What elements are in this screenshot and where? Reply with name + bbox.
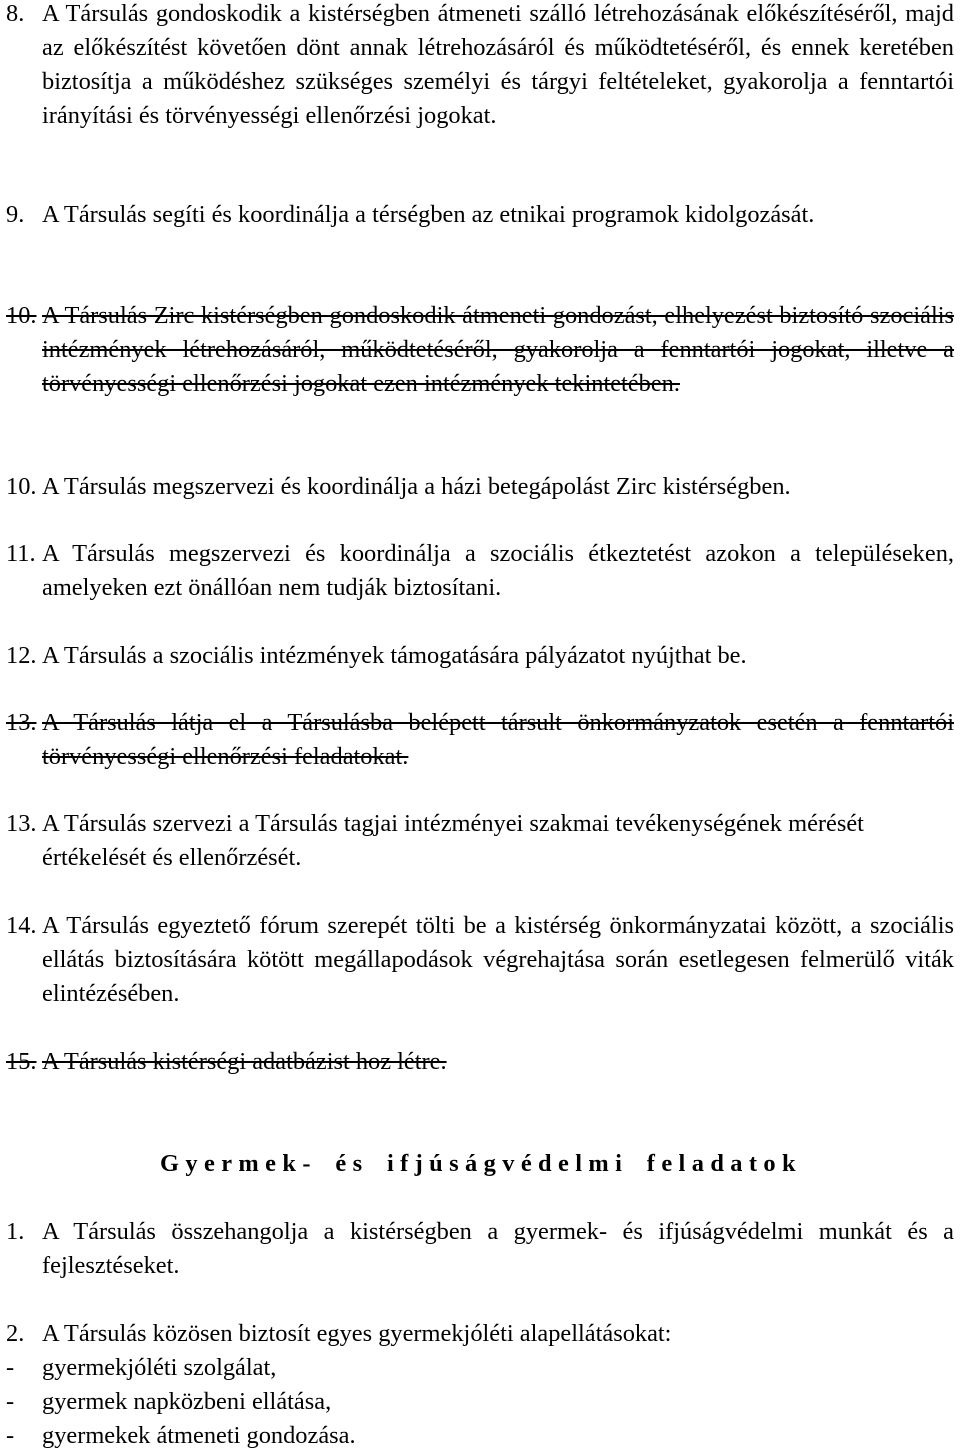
paragraph-15-deleted [0,1045,447,1079]
bullet-text: gyermek napközbeni ellátása, [42,1388,332,1415]
bullet-dash: - [6,1388,15,1415]
bullet-text: gyermekek átmeneti gondozása. [42,1422,356,1449]
section-heading: Gyermek- és ifjúságvédelmi feladatok [160,1150,802,1177]
paragraph-14 [0,909,960,1011]
paragraph-10-deleted [0,299,960,401]
paragraph-number: 11. [6,540,36,567]
paragraph-number: 1. [6,1218,25,1245]
paragraph-text: A Társulás látja el a Társulásba belépett társult önkormányzatok esetén a fenntartói törvényességi ellenőrzési feladatokat. [42,709,954,770]
paragraph-text: A Társulás segíti és koordinálja a térségben az etnikai programok kidolgozását. [42,201,815,228]
paragraph-text: A Társulás összehangolja a kistérségben a gyermek- és ifjúságvédelmi munkát és a fejlesztéseket. [42,1218,954,1279]
paragraph-text: A Társulás a szociális intézmények támogatására pályázatot nyújthat be. [42,642,747,669]
paragraph-text: A Társulás közösen biztosít egyes gyermekjóléti alapellátásokat: [42,1320,672,1347]
paragraph-text: A Társulás megszervezi és koordinálja a szociális étkeztetést azokon a településeken, amelyeken ezt önállóan nem tudják biztosítani. [42,540,954,601]
paragraph-13 [0,807,960,875]
paragraph-text: A Társulás szervezi a Társulás tagjai intézményei szakmai tevékenységének mérését értékelését és ellenőrzését. [42,810,864,871]
paragraph-number: 14. [6,912,37,939]
paragraph-number: 10. [6,302,37,329]
paragraph-number: 15. [6,1048,37,1075]
paragraph-number: 8. [6,0,25,27]
section-paragraph-1 [0,1215,960,1283]
bullet-dash: - [6,1422,15,1449]
paragraph-text: A Társulás egyeztető fórum szerepét tölti be a kistérség önkormányzatai között, a szociális ellátás biztosítására kötött megállapodások végrehajtása során esetlegesen felmerülő viták elintézésében. [42,912,954,1007]
paragraph-text: A Társulás kistérségi adatbázist hoz létre. [42,1048,447,1075]
paragraph-number: 13. [6,810,37,837]
paragraph-13-deleted [0,706,960,774]
paragraph-number: 13. [6,709,37,736]
bullet-dash: - [6,1354,15,1381]
paragraph-number: 10. [6,473,37,500]
paragraph-9 [0,198,820,232]
paragraph-number: 2. [6,1320,25,1347]
bullet-item [6,1351,276,1385]
paragraph-text: A Társulás megszervezi és koordinálja a házi betegápolást Zirc kistérségben. [42,473,791,500]
paragraph-number: 9. [6,201,25,228]
paragraph-8 [0,0,960,133]
bullet-item [6,1419,356,1453]
section-paragraph-2 [0,1317,677,1351]
paragraph-text: A Társulás Zirc kistérségben gondoskodik átmeneti gondozást, elhelyezést biztosító szociális intézmények létrehozásáról, működtetéséről, gyakorolja a fenntartói jogokat, illetve a törvényességi ellenőrzési jogokat ezen intézmények tekintetében. [42,302,954,397]
bullet-text: gyermekjóléti szolgálat, [42,1354,277,1381]
paragraph-12 [0,639,753,673]
paragraph-11 [0,537,960,605]
paragraph-10 [0,470,797,504]
paragraph-number: 12. [6,642,37,669]
bullet-item [6,1385,331,1419]
paragraph-text: A Társulás gondoskodik a kistérségben átmeneti szálló létrehozásának előkészítéséről, majd az előkészítést követően dönt annak létrehozásáról és működtetéséről, és ennek keretében biztosítja a működéshez szükséges személyi és tárgyi feltételeket, gyakorolja a fenntartói irányítási és törvényességi ellenőrzési jogokat. [42,0,954,129]
